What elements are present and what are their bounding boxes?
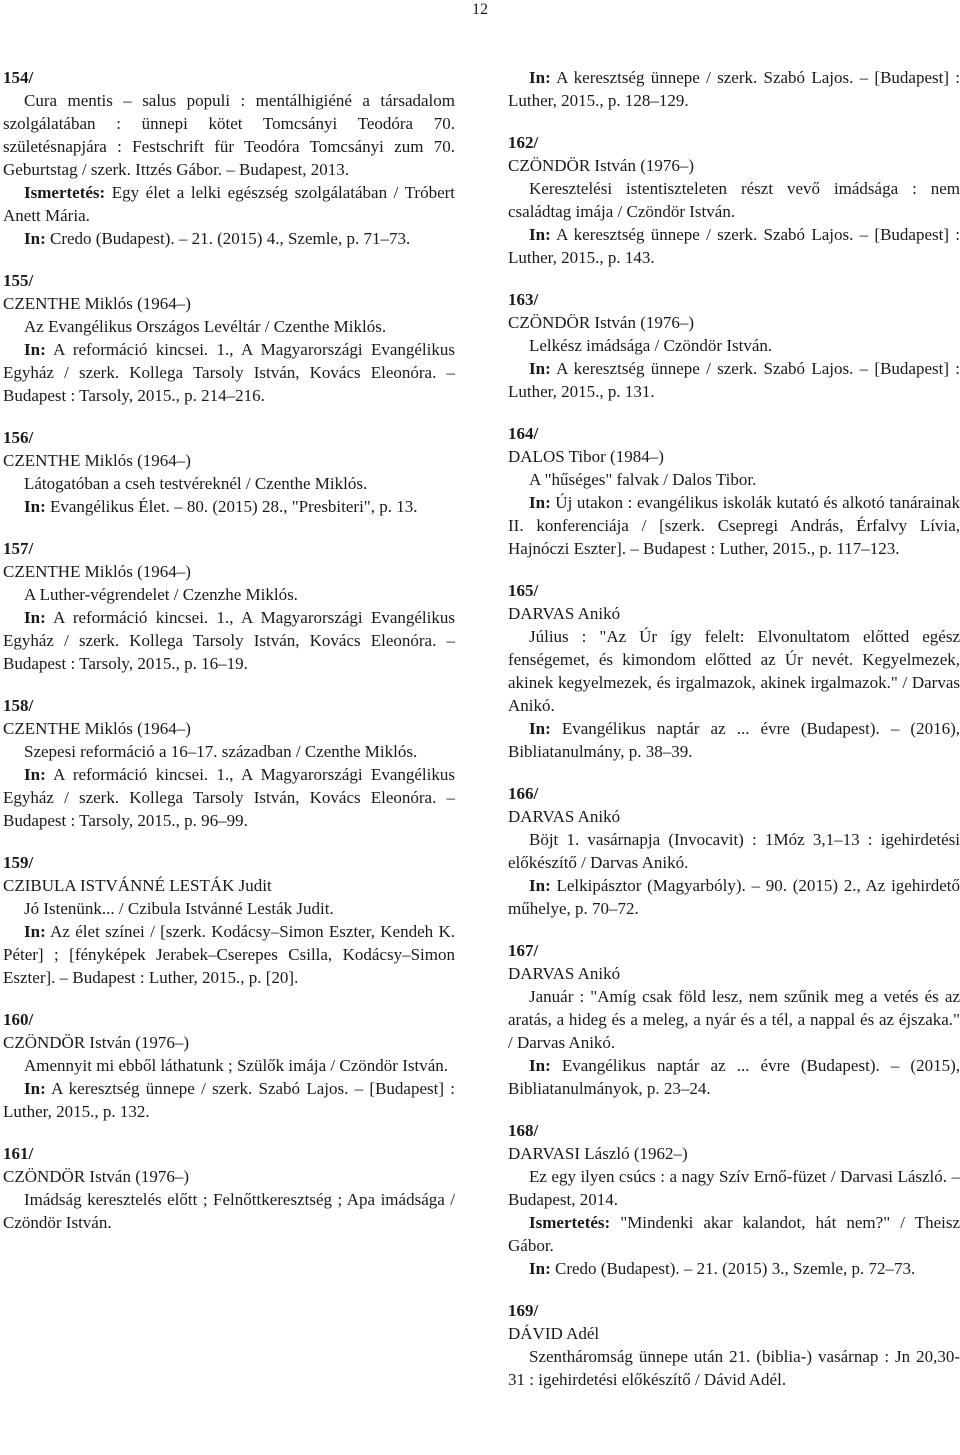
entry-source [3, 1077, 455, 1123]
bibliography-entry [508, 939, 960, 1100]
bibliography-entry [3, 1142, 455, 1234]
review-label: Ismertetés: [529, 1213, 611, 1232]
source-label: In: [529, 719, 551, 738]
entry-author: DARVAS Anikó [508, 807, 621, 826]
source-label: In: [24, 922, 46, 941]
entry-title: Keresztelési istentiszteleten részt vevő imádsága : nem családtag imája / Czöndör István. [508, 179, 960, 221]
entry-author: DÁVID Adél [508, 1324, 600, 1343]
source-text: Credo (Budapest). – 21. (2015) 3., Szemle, p. 72–73. [550, 1259, 916, 1278]
source-text: A keresztség ünnepe / szerk. Szabó Lajos. – [Budapest] : Luther, 2015., p. 132. [3, 1079, 455, 1121]
entry-author: CZENTHE Miklós (1964–) [3, 562, 191, 581]
bibliography-entry [3, 851, 455, 989]
bibliography-entry [508, 422, 960, 560]
source-label: In: [24, 229, 46, 248]
review-label: Ismertetés: [24, 183, 106, 202]
entry-source [3, 227, 455, 250]
source-label: In: [529, 493, 551, 512]
entry-title: Látogatóban a cseh testvéreknél / Czenthe Miklós. [24, 474, 368, 493]
entry-title: Szentháromság ünnepe után 21. (biblia-) vasárnap : Jn 20,30-31 : igehirdetési előkészítő / Dávid Adél. [508, 1347, 960, 1389]
bibliography-entry [508, 288, 960, 403]
source-label: In: [24, 608, 46, 627]
source-text: A reformáció kincsei. 1., A Magyarországi Evangélikus Egyház / szerk. Kollega Tarsoly István, Kovács Eleonóra. – Budapest : Tarsoly, 2015., p. 96–99. [3, 765, 455, 830]
entry-number: 167/ [508, 941, 539, 960]
entry-author: CZENTHE Miklós (1964–) [3, 294, 191, 313]
entry-author: CZÖNDÖR István (1976–) [508, 313, 695, 332]
source-label: In: [24, 340, 46, 359]
source-text: Credo (Budapest). – 21. (2015) 4., Szemle, p. 71–73. [45, 229, 411, 248]
entry-source [3, 606, 455, 675]
source-label: In: [24, 765, 46, 784]
bibliography-entry [508, 66, 960, 112]
entry-title: Imádság keresztelés előtt ; Felnőttkeresztség ; Apa imádsága / Czöndör István. [3, 1190, 455, 1232]
entry-number: 165/ [508, 581, 539, 600]
entry-author: CZÖNDÖR István (1976–) [508, 156, 695, 175]
source-label: In: [24, 497, 46, 516]
entry-author: CZÖNDÖR István (1976–) [3, 1033, 190, 1052]
entry-title: Július : "Az Úr így felelt: Elvonultatom előtted egész fenségemet, és kimondom előtted az Úr nevét. Kegyelmezek, akinek kegyelmezek, és irgalmazok, akinek irgalmazok." / Darvas Anikó. [508, 627, 960, 715]
entry-number: 163/ [508, 290, 539, 309]
source-label: In: [529, 1259, 551, 1278]
entry-source [3, 495, 455, 518]
source-text: A keresztség ünnepe / szerk. Szabó Lajos. – [Budapest] : Luther, 2015., p. 131. [508, 359, 960, 401]
bibliography-entry [3, 1008, 455, 1123]
entry-number: 155/ [3, 271, 34, 290]
entry-title: Az Evangélikus Országos Levéltár / Czenthe Miklós. [24, 317, 387, 336]
source-label: In: [529, 876, 551, 895]
entry-title: Szepesi reformáció a 16–17. században / Czenthe Miklós. [24, 742, 418, 761]
entry-author: DARVAS Anikó [508, 964, 621, 983]
source-label: In: [529, 225, 551, 244]
entry-source [3, 920, 455, 989]
bibliography-entry [508, 1299, 960, 1391]
entry-source [508, 223, 960, 269]
page-number: 12 [472, 1, 488, 18]
entry-title: A Luther-végrendelet / Czenzhe Miklós. [24, 585, 298, 604]
entry-source [3, 338, 455, 407]
entry-source [508, 66, 960, 112]
entry-number: 158/ [3, 696, 34, 715]
bibliography-entry [508, 131, 960, 269]
entry-review-note [3, 181, 455, 227]
entry-author: DARVAS Anikó [508, 604, 621, 623]
right-column [508, 66, 960, 1410]
entry-source [508, 1054, 960, 1100]
entry-title: A "hűséges" falvak / Dalos Tibor. [529, 470, 757, 489]
bibliography-entry [3, 426, 455, 518]
entry-number: 160/ [3, 1010, 34, 1029]
entry-author: CZÖNDÖR István (1976–) [3, 1167, 190, 1186]
entry-author: CZIBULA ISTVÁNNÉ LESTÁK Judit [3, 876, 272, 895]
entry-number: 162/ [508, 133, 539, 152]
source-text: Az élet színei / [szerk. Kodácsy–Simon Eszter, Kendeh K. Péter] ; [fényképek Jerabek–Cserepes Csilla, Kodácsy–Simon Eszter]. – Budapest : Luther, 2015., p. [20]. [3, 922, 455, 987]
source-label: In: [529, 1056, 551, 1075]
entry-number: 154/ [3, 68, 34, 87]
entry-number: 166/ [508, 784, 539, 803]
bibliography-entry [3, 537, 455, 675]
entry-title: Amennyit mi ebből láthatunk ; Szülők imája / Czöndör István. [24, 1056, 448, 1075]
entry-author: CZENTHE Miklós (1964–) [3, 719, 191, 738]
source-text: Új utakon : evangélikus iskolák kutató és alkotó tanárainak II. konferenciája / [szerk. Csepregi András, Érfalvy Lívia, Hajnóczi Eszter]. – Budapest : Luther, 2015., p. 117–123. [508, 493, 960, 558]
entry-title: Böjt 1. vasárnapja (Invocavit) : 1Móz 3,1–13 : igehirdetési előkészítő / Darvas Anikó. [508, 830, 960, 872]
entry-author: DARVASI László (1962–) [508, 1144, 688, 1163]
entry-title: Ez egy ilyen csúcs : a nagy Szív Ernő-füzet / Darvasi László. – Budapest, 2014. [508, 1167, 960, 1209]
entry-number: 168/ [508, 1121, 539, 1140]
review-text: "Mindenki akar kalandot, hát nem?" / Theisz Gábor. [508, 1213, 960, 1255]
entry-source [3, 763, 455, 832]
entry-source [508, 874, 960, 920]
entry-title: Cura mentis – salus populi : mentálhigiéné a társadalom szolgálatában : ünnepi kötet Tomcsányi Teodóra 70. születésnapjára : Festschrift für Teodóra Tomcsányi zum 70. Geburtstag / szerk. Ittzés Gábor. – Budapest, 2013. [3, 91, 455, 179]
source-text: A keresztség ünnepe / szerk. Szabó Lajos. – [Budapest] : Luther, 2015., p. 143. [508, 225, 960, 267]
source-text: Evangélikus Élet. – 80. (2015) 28., "Presbiteri", p. 13. [45, 497, 418, 516]
source-text: Evangélikus naptár az ... évre (Budapest). – (2016), Bibliatanulmány, p. 38–39. [508, 719, 960, 761]
entry-title: Lelkész imádsága / Czöndör István. [529, 336, 773, 355]
entry-source [508, 1257, 960, 1280]
source-label: In: [529, 68, 551, 87]
source-text: A reformáció kincsei. 1., A Magyarországi Evangélikus Egyház / szerk. Kollega Tarsoly István, Kovács Eleonóra. – Budapest : Tarsoly, 2015., p. 214–216. [3, 340, 455, 405]
entry-number: 156/ [3, 428, 34, 447]
entry-review-note [508, 1211, 960, 1257]
entry-number: 161/ [3, 1144, 34, 1163]
bibliography-entry [3, 694, 455, 832]
entry-number: 164/ [508, 424, 539, 443]
entry-author: DALOS Tibor (1984–) [508, 447, 664, 466]
source-label: In: [529, 359, 551, 378]
entry-source [508, 717, 960, 763]
entry-number: 169/ [508, 1301, 539, 1320]
bibliography-entry [508, 579, 960, 763]
source-label: In: [24, 1079, 46, 1098]
entry-title: Január : "Amíg csak föld lesz, nem szűnik meg a vetés és az aratás, a hideg és a meleg, a nyár és a tél, a nappal és az éjszaka." / Darvas Anikó. [508, 987, 960, 1052]
entry-title: Jó Istenünk... / Czibula Istvánné Lesták Judit. [24, 899, 334, 918]
source-text: A keresztség ünnepe / szerk. Szabó Lajos. – [Budapest] : Luther, 2015., p. 128–129. [508, 68, 960, 110]
entry-author: CZENTHE Miklós (1964–) [3, 451, 191, 470]
source-text: Evangélikus naptár az ... évre (Budapest). – (2015), Bibliatanulmányok, p. 23–24. [508, 1056, 960, 1098]
bibliography-entry [3, 269, 455, 407]
entry-source [508, 357, 960, 403]
entry-number: 159/ [3, 853, 34, 872]
source-text: Lelkipásztor (Magyarbóly). – 90. (2015) 2., Az igehirdető műhelye, p. 70–72. [508, 876, 960, 918]
source-text: A reformáció kincsei. 1., A Magyarországi Evangélikus Egyház / szerk. Kollega Tarsoly István, Kovács Eleonóra. – Budapest : Tarsoly, 2015., p. 16–19. [3, 608, 455, 673]
entry-number: 157/ [3, 539, 34, 558]
bibliography-entry [508, 782, 960, 920]
bibliography-entry [508, 1119, 960, 1280]
entry-source [508, 491, 960, 560]
bibliography-entry [3, 66, 455, 250]
left-column [3, 66, 455, 1253]
review-text: Egy élet a lelki egészség szolgálatában / Tróbert Anett Mária. [3, 183, 455, 225]
